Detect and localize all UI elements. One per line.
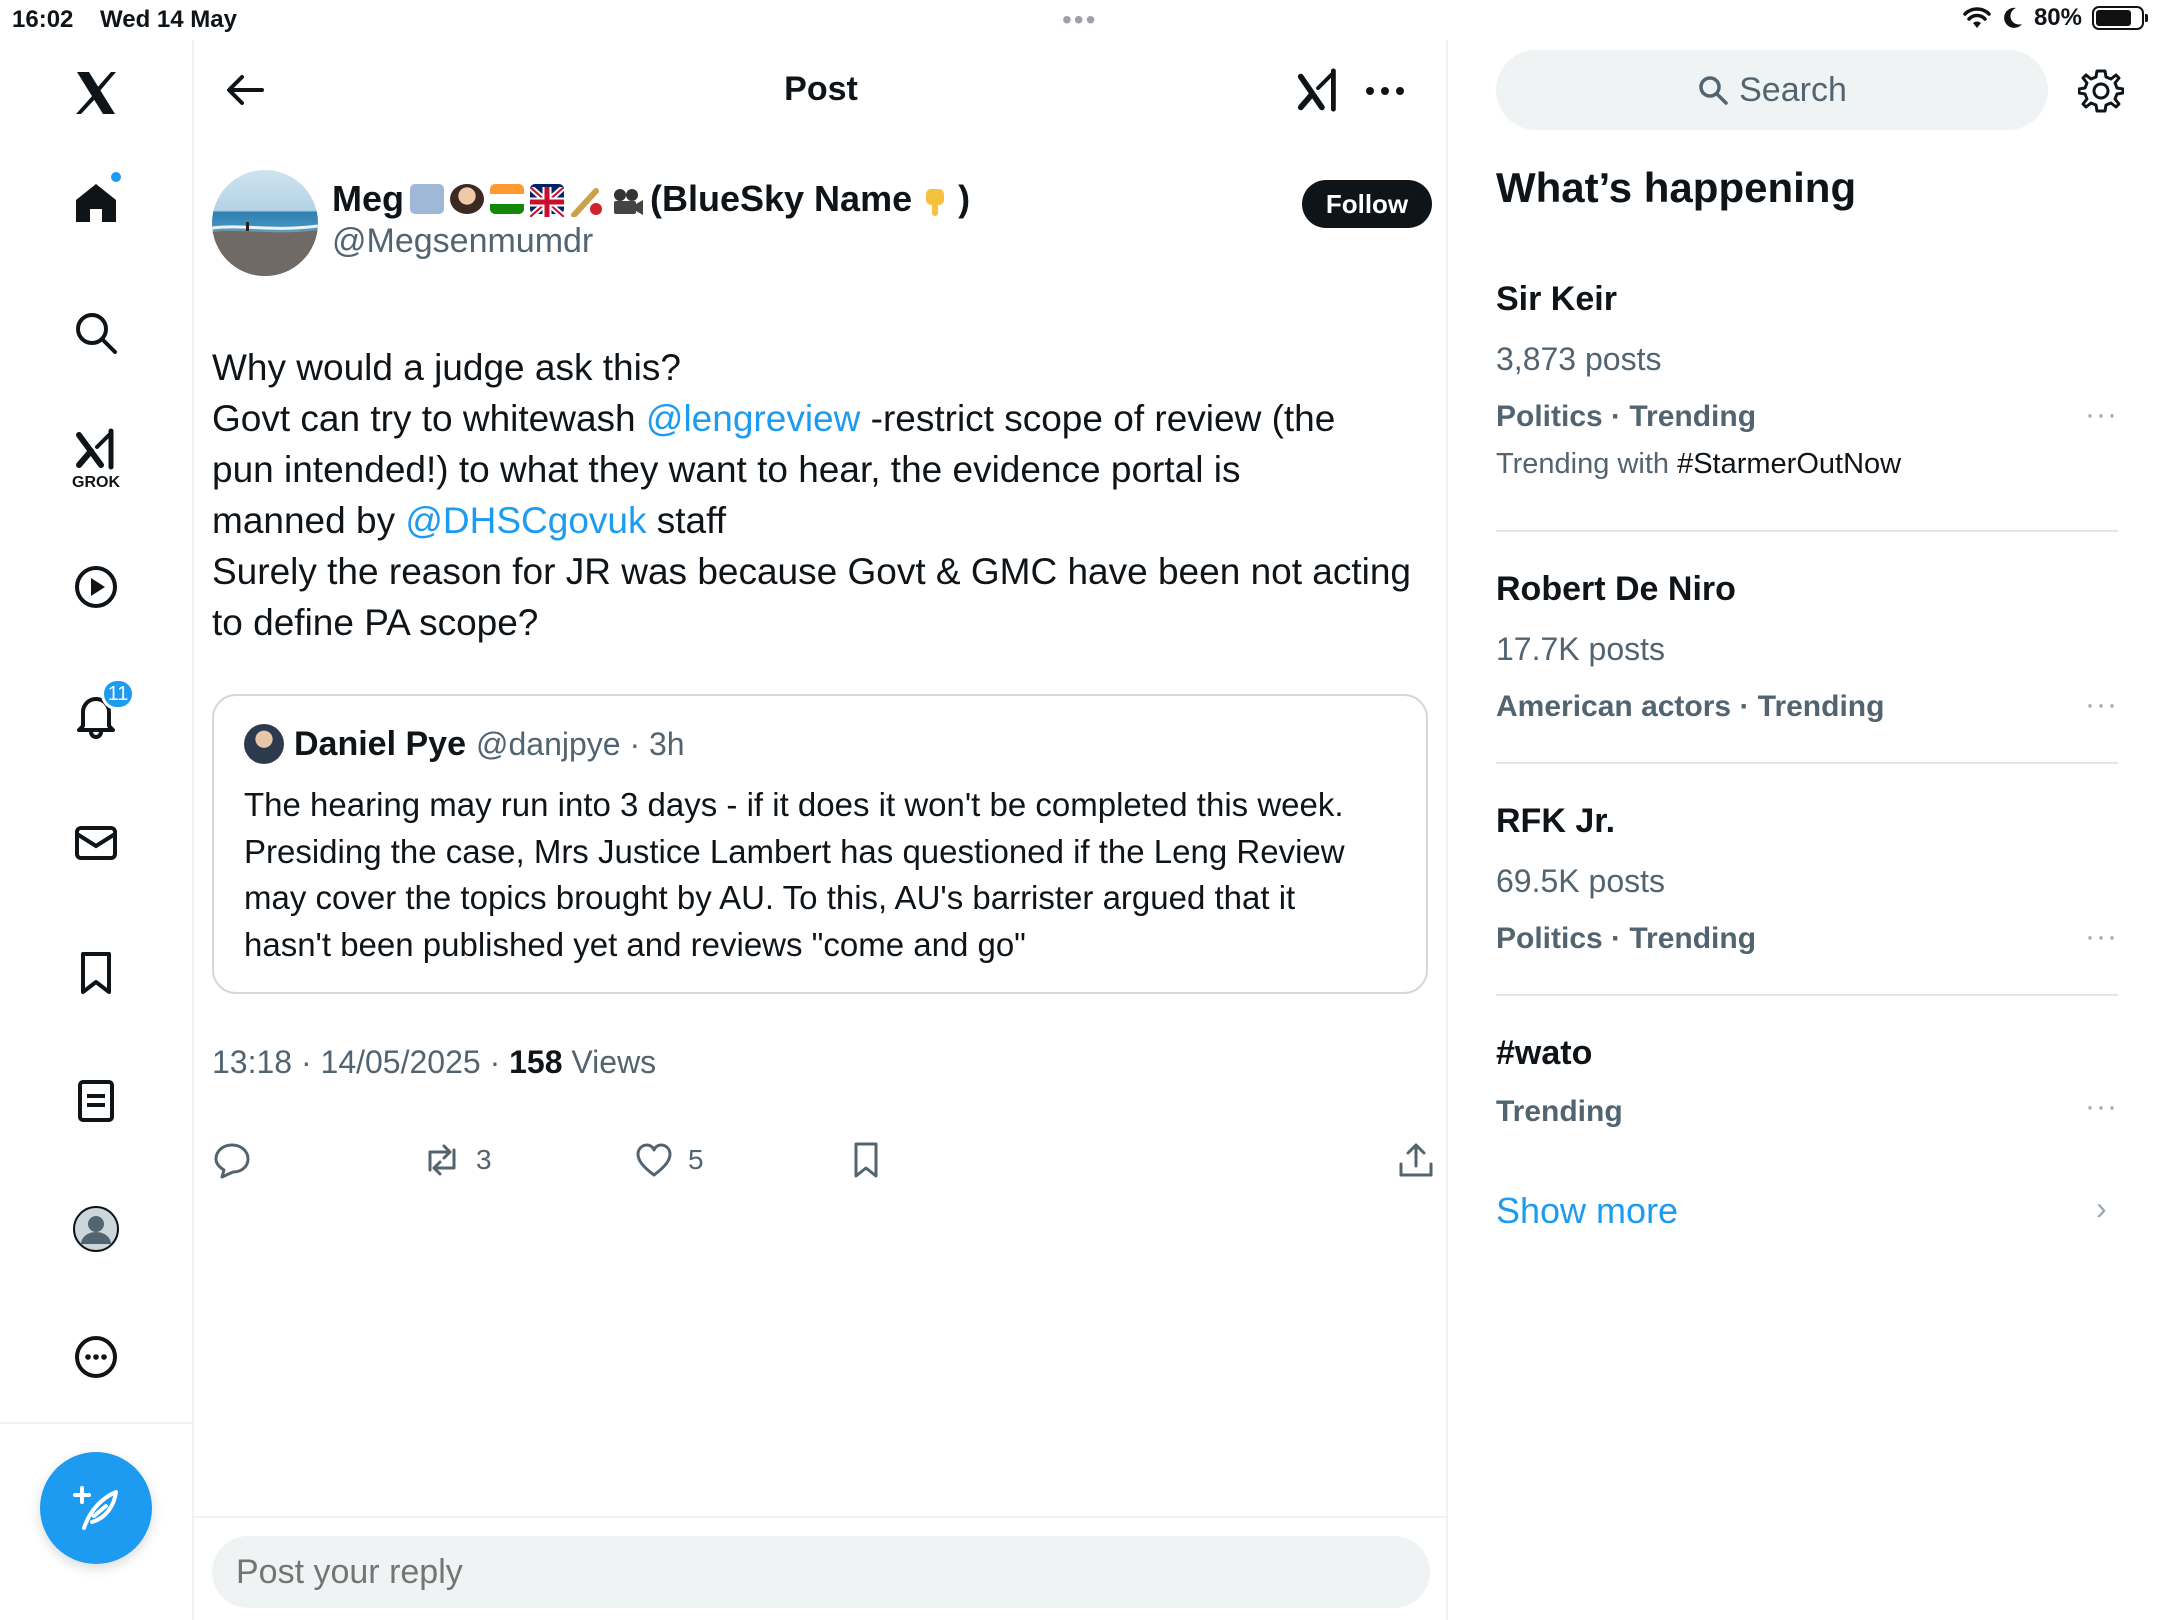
- movie-camera-emoji-icon: [610, 184, 644, 214]
- wifi-icon: [1962, 6, 1992, 30]
- status-bar: [0, 0, 2160, 40]
- views-label: Views: [562, 1044, 657, 1080]
- compose-post-button[interactable]: [40, 1452, 152, 1564]
- trend-category: Politics · Trending: [1496, 400, 1757, 433]
- trend-item[interactable]: [1496, 570, 2118, 724]
- search-icon: [71, 308, 121, 358]
- nav-explore[interactable]: [63, 300, 129, 366]
- trend-divider: [1496, 530, 2118, 532]
- trend-name: #wato: [1496, 1034, 1593, 1072]
- ellipsis-icon: [1364, 85, 1406, 97]
- author-handle[interactable]: @Megsenmumdr: [332, 222, 594, 260]
- battery-percent: 80%: [2033, 4, 2082, 31]
- battery-icon: [2092, 6, 2144, 30]
- bookmark-button[interactable]: [846, 1140, 886, 1180]
- like-button[interactable]: [634, 1140, 704, 1180]
- trend-post-count: 17.7K posts: [1496, 631, 1665, 667]
- post-text-segment: staff: [646, 500, 727, 541]
- post-options-button[interactable]: [1358, 64, 1412, 118]
- reply-input[interactable]: [212, 1536, 1430, 1608]
- reply-icon: [212, 1140, 252, 1180]
- nav-grok[interactable]: [63, 424, 129, 490]
- quoted-line: hasn't been published yet and reviews "come and go": [244, 925, 1026, 963]
- repost-count: 3: [476, 1144, 492, 1175]
- play-circle-icon: [71, 562, 121, 612]
- home-icon: [71, 178, 121, 228]
- trend-item[interactable]: [1496, 1034, 2118, 1129]
- x-logo-icon[interactable]: [63, 60, 129, 126]
- trend-more-button[interactable]: ···: [2085, 398, 2118, 431]
- trend-divider: [1496, 994, 2118, 996]
- quoted-post-header: [244, 724, 685, 764]
- heart-icon: [634, 1140, 674, 1180]
- post-actions: [212, 1140, 1432, 1200]
- nav-messages[interactable]: [63, 810, 129, 876]
- status-date: Wed 14 May: [100, 6, 237, 33]
- nav-home[interactable]: [63, 170, 129, 236]
- nav-divider: [0, 1422, 194, 1424]
- search-label: Search: [1739, 70, 1847, 109]
- reply-divider: [194, 1516, 1448, 1518]
- follow-button[interactable]: Follow: [1302, 180, 1432, 228]
- trend-related: [1496, 448, 2118, 481]
- share-button[interactable]: [1396, 1140, 1436, 1180]
- post-detail-column: [194, 40, 1448, 1620]
- family-emoji-icon: [410, 184, 444, 214]
- post-author: [212, 170, 1432, 280]
- trend-more-button[interactable]: ···: [2085, 688, 2118, 721]
- post-line: Surely the reason for JR was because Govt & GMC have been not acting: [212, 551, 1412, 592]
- author-name-closing: ): [958, 178, 971, 219]
- post-text: [212, 342, 1432, 648]
- list-icon: [71, 1076, 121, 1126]
- trend-category: American actors · Trending: [1496, 690, 1885, 723]
- gear-icon: [2078, 68, 2124, 114]
- like-count: 5: [688, 1144, 704, 1175]
- nav-video[interactable]: [63, 554, 129, 620]
- post-line: to define PA scope?: [212, 602, 539, 643]
- share-upload-icon: [1396, 1140, 1436, 1180]
- grok-explain-button[interactable]: [1292, 64, 1346, 118]
- compose-feather-icon: [68, 1480, 124, 1536]
- trend-divider: [1496, 762, 2118, 764]
- post-line: [212, 393, 1432, 444]
- views-count: 158: [509, 1044, 563, 1080]
- uk-flag-icon: [530, 184, 564, 214]
- quoted-line: Presiding the case, Mrs Justice Lambert has questioned if the Leng Review: [244, 832, 1345, 870]
- show-more-link[interactable]: Show more: [1496, 1190, 1679, 1231]
- settings-button[interactable]: [2076, 66, 2126, 116]
- multitasking-dots[interactable]: •••: [1062, 4, 1098, 35]
- grok-icon: [1295, 67, 1343, 115]
- quoted-line: The hearing may run into 3 days - if it does it won't be completed this week.: [244, 786, 1344, 823]
- search-icon: [1697, 74, 1729, 106]
- trend-category: Trending: [1496, 1095, 1623, 1128]
- reply-button[interactable]: [212, 1140, 252, 1180]
- post-timestamp[interactable]: 13:18 · 14/05/2025 ·: [212, 1044, 510, 1080]
- trend-related-label: Trending with: [1496, 448, 1678, 480]
- doctor-emoji-icon: [450, 184, 484, 214]
- nav-notifications[interactable]: [63, 682, 129, 748]
- pointing-down-emoji-icon: [918, 184, 952, 214]
- author-name-text: Meg: [332, 178, 404, 219]
- quoted-post[interactable]: [212, 694, 1428, 994]
- post-metadata: [212, 1044, 656, 1081]
- trend-category: Politics · Trending: [1496, 922, 1757, 955]
- mention-link-dhscgovuk[interactable]: @DHSCgovuk: [405, 500, 647, 541]
- status-time: 16:02: [12, 6, 74, 33]
- quoted-line: may cover the topics brought by AU. To this, AU's barrister argued that it: [244, 879, 1296, 916]
- cricket-emoji-icon: [570, 184, 604, 214]
- quoted-author-handle: @danjpye · 3h: [475, 725, 685, 762]
- left-navigation: [0, 40, 194, 1620]
- trend-post-count: 69.5K posts: [1496, 863, 1665, 899]
- grok-icon: [71, 425, 121, 475]
- post-line: [212, 495, 1432, 546]
- right-sidebar: [1448, 40, 2160, 1620]
- india-flag-icon: [490, 184, 524, 214]
- nav-lists[interactable]: [63, 1068, 129, 1134]
- repost-button[interactable]: [422, 1140, 492, 1180]
- post-text-segment: Govt can try to whitewash: [212, 398, 646, 439]
- trend-name: Robert De Niro: [1496, 570, 1736, 608]
- post-line: pun intended!) to what they want to hear, the evidence portal is: [212, 449, 1241, 490]
- whats-happening-title: What’s happening: [1496, 164, 1857, 211]
- post-text-segment: manned by: [212, 500, 406, 541]
- chevron-right-icon[interactable]: ›: [2096, 1190, 2107, 1226]
- more-circle-icon: [71, 1332, 121, 1382]
- quoted-author-avatar: [244, 724, 284, 764]
- trend-name: RFK Jr.: [1496, 802, 1616, 840]
- home-unread-dot: [109, 170, 123, 184]
- quoted-post-text: [244, 782, 1414, 968]
- author-name-suffix: (BlueSky Name: [650, 178, 913, 219]
- repost-icon: [422, 1140, 462, 1180]
- trend-item[interactable]: [1496, 802, 2118, 956]
- trend-post-count: 3,873 posts: [1496, 341, 1662, 377]
- nav-more[interactable]: [63, 1324, 129, 1390]
- trend-related-hashtag[interactable]: #StarmerOutNow: [1677, 448, 1902, 480]
- notifications-badge: 11: [101, 678, 135, 710]
- quoted-author-name: Daniel Pye: [294, 724, 466, 763]
- nav-bookmarks[interactable]: [63, 940, 129, 1006]
- mention-link-lengreview[interactable]: @lengreview: [645, 398, 861, 439]
- search-bar[interactable]: [1496, 50, 2048, 130]
- post-line: Why would a judge ask this?: [212, 347, 681, 388]
- mail-icon: [71, 818, 121, 868]
- beach-photo-icon: [212, 170, 318, 276]
- status-indicators: [1962, 4, 2144, 32]
- post-text-segment: -restrict scope of review (the: [860, 398, 1336, 439]
- bookmark-icon: [71, 948, 121, 998]
- nav-profile[interactable]: [63, 1196, 129, 1262]
- author-avatar[interactable]: [212, 170, 318, 276]
- moon-icon: [2002, 6, 2024, 30]
- trend-more-button[interactable]: ···: [2085, 1090, 2118, 1123]
- author-display-name[interactable]: [332, 178, 970, 220]
- page-title: Post: [784, 70, 858, 108]
- trend-item[interactable]: [1496, 280, 2118, 481]
- profile-avatar-icon: [71, 1204, 121, 1254]
- bookmark-icon: [846, 1140, 886, 1180]
- grok-label: GROK: [72, 474, 120, 491]
- trend-name: Sir Keir: [1496, 280, 1617, 318]
- trend-more-button[interactable]: ···: [2085, 920, 2118, 953]
- post-header: [194, 40, 1448, 140]
